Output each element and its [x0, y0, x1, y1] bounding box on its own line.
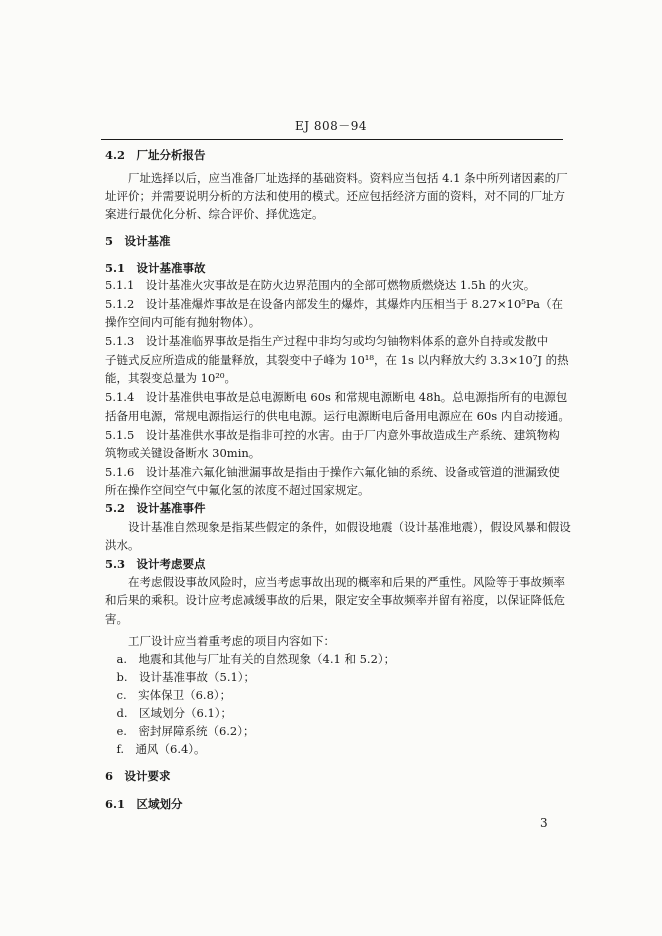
- paragraph-line: e. 密封屏障系统（6.2）；: [105, 724, 255, 738]
- paragraph-line: 5.1.4 设计基准供电事故是总电源断电 60s 和常规电源断电 48h。总电源指所有的电源包: [105, 390, 568, 404]
- paragraph-line: 和后果的乘积。设计应考虑减缓事故的后果，限定安全事故频率并留有裕度，以保证降低危: [105, 593, 565, 607]
- paragraph-line: 在考虑假设事故风险时，应当考虑事故出现的概率和后果的严重性。风险等于事故频率: [105, 575, 565, 589]
- paragraph-line: 5.1.1 设计基准火灾事故是在防火边界范围内的全部可燃物质燃烧达 1.5h 的火灾。: [105, 278, 536, 292]
- section-heading: 5.2 设计基准事件: [105, 501, 206, 515]
- section-heading: 5 设计基准: [105, 234, 171, 248]
- paragraph-line: 所在操作空间空气中氟化氢的浓度不超过国家规定。: [105, 483, 370, 497]
- paragraph-line: d. 区域划分（6.1）；: [105, 706, 233, 720]
- paragraph-line: 5.1.3 设计基准临界事故是指生产过程中非均匀或均匀铀物料体系的意外自持或发散中: [105, 334, 549, 348]
- paragraph-line: 工厂设计应当着重考虑的项目内容如下：: [105, 634, 335, 648]
- paragraph-line: f. 通风（6.4）。: [105, 742, 206, 756]
- paragraph-line: 操作空间内可能有抛射物体）。: [105, 315, 261, 329]
- paragraph-line: 能，其裂变总量为 10²⁰。: [105, 371, 237, 385]
- section-heading: 6.1 区域划分: [105, 797, 183, 811]
- paragraph-line: 括备用电源，常规电源指运行的供电电源。运行电源断电后备用电源应在 60s 内自动接通。: [105, 409, 570, 423]
- paragraph-line: 案进行最优化分析、综合评价、择优选定。: [105, 207, 324, 221]
- page-number: 3: [540, 816, 548, 830]
- running-header: EJ 808－94: [294, 119, 368, 133]
- section-heading: 4.2 厂址分析报告: [105, 148, 206, 162]
- paragraph-line: 洪水。: [105, 538, 140, 552]
- section-heading: 5.3 设计考虑要点: [105, 557, 206, 571]
- paragraph-line: a. 地震和其他与厂址有关的自然现象（4.1 和 5.2）；: [105, 652, 396, 666]
- paragraph-line: b. 设计基准事故（5.1）；: [105, 670, 256, 684]
- paragraph-line: 5.1.5 设计基准供水事故是指非可控的水害。由于厂内意外事故造成生产系统、建筑物构: [105, 428, 560, 442]
- paragraph-line: 5.1.2 设计基准爆炸事故是在设备内部发生的爆炸，其爆炸内压相当于 8.27×10⁵Pa（在: [105, 297, 563, 311]
- paragraph-line: 址评价；并需要说明分析的方法和使用的模式。还应包括经济方面的资料，对不同的厂址方: [105, 189, 565, 203]
- paragraph-line: 厂址选择以后，应当准备厂址选择的基础资料。资料应当包括 4.1 条中所列诸因素的厂: [105, 171, 568, 185]
- paragraph-line: c. 实体保卫（6.8）；: [105, 688, 232, 702]
- section-heading: 5.1 设计基准事故: [105, 261, 206, 275]
- paragraph-line: 子链式反应所造成的能量释放，其裂变中子峰为 10¹⁸，在 1s 以内释放大约 3.3×10⁷J 的热: [105, 353, 569, 367]
- section-heading: 6 设计要求: [105, 769, 171, 783]
- header-rule: [101, 139, 563, 140]
- paragraph-line: 设计基准自然现象是指某些假定的条件，如假设地震（设计基准地震），假设风暴和假设: [105, 520, 571, 534]
- paragraph-line: 5.1.6 设计基准六氟化铀泄漏事故是指由于操作六氟化铀的系统、设备或管道的泄漏致使: [105, 465, 560, 479]
- paragraph-line: 筑物或关键设备断水 30min。: [105, 446, 261, 460]
- paragraph-line: 害。: [105, 612, 128, 626]
